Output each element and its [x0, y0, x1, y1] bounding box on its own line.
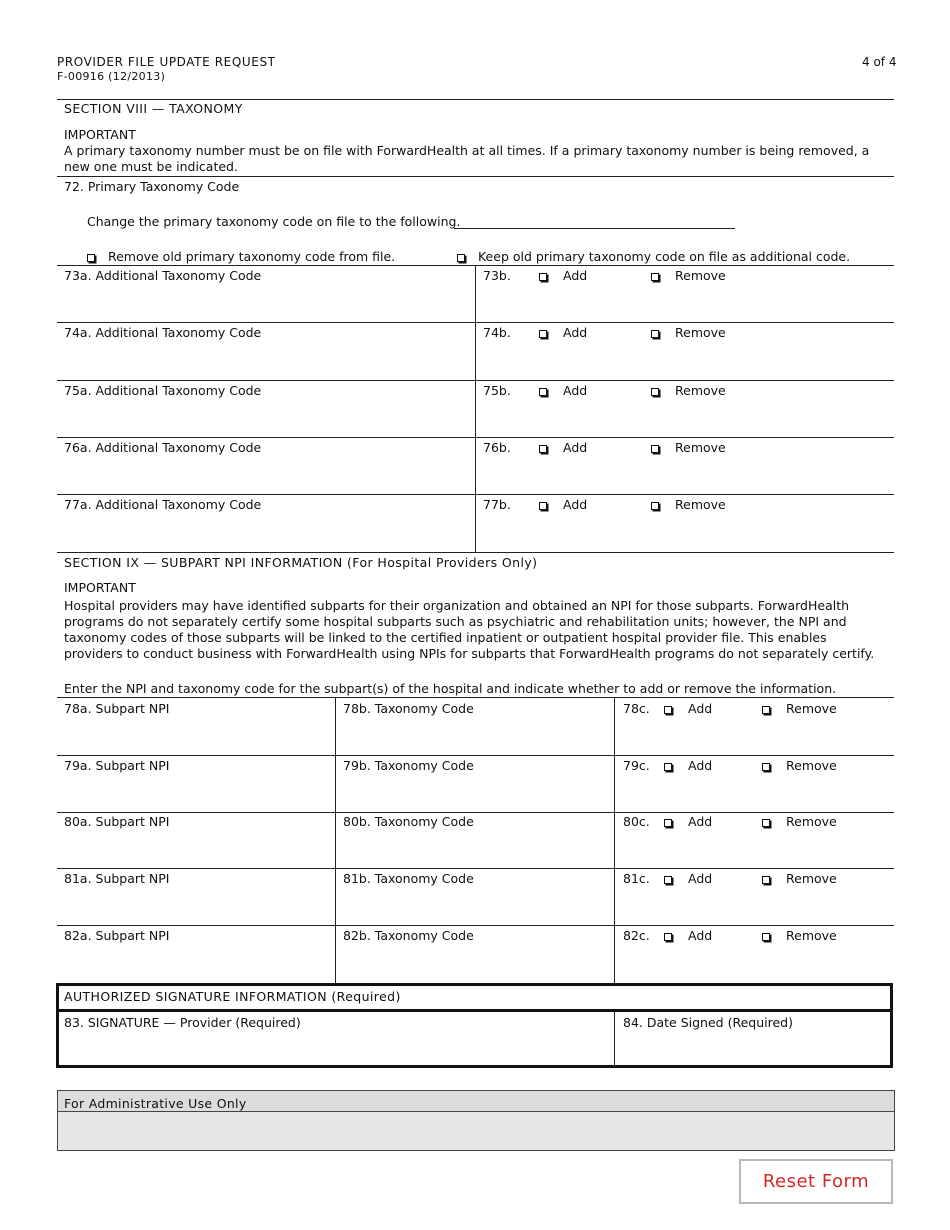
admin-field[interactable]: [57, 1112, 895, 1151]
field81b-label: 81b. Taxonomy Code: [343, 871, 474, 886]
admin-label: For Administrative Use Only: [64, 1096, 247, 1111]
keep-old-option[interactable]: Keep old primary taxonomy code on file as additional code.: [457, 249, 850, 264]
checkbox[interactable]: [762, 763, 770, 771]
field82c-label: 82c.: [623, 928, 650, 943]
add-option-82[interactable]: Add: [664, 928, 712, 943]
signature-title: AUTHORIZED SIGNATURE INFORMATION (Required): [64, 989, 401, 1004]
checkbox[interactable]: [762, 819, 770, 827]
field75a-label: 75a. Additional Taxonomy Code: [64, 383, 262, 398]
field78b-label: 78b. Taxonomy Code: [343, 701, 474, 716]
add-option-74[interactable]: Add: [539, 325, 587, 340]
divider: [57, 99, 894, 100]
checkbox[interactable]: [651, 273, 659, 281]
divider: [56, 1009, 893, 1012]
field79c-label: 79c.: [623, 758, 650, 773]
column-divider: [614, 1011, 615, 1066]
add-option-76[interactable]: Add: [539, 440, 587, 455]
checkbox[interactable]: [664, 876, 672, 884]
primary-taxonomy-field[interactable]: [454, 228, 735, 229]
checkbox[interactable]: [664, 706, 672, 714]
remove-option-76[interactable]: Remove: [651, 440, 726, 455]
section9-instruction: Enter the NPI and taxonomy code for the subpart(s) of the hospital and indicate whether to add or remove the information.: [64, 681, 837, 696]
page-number: 4 of 4: [862, 55, 897, 69]
checkbox[interactable]: [651, 502, 659, 510]
field75b-label: 75b.: [483, 383, 511, 398]
add-option-81[interactable]: Add: [664, 871, 712, 886]
field80c-label: 80c.: [623, 814, 650, 829]
remove-option-79[interactable]: Remove: [762, 758, 837, 773]
checkbox[interactable]: [664, 819, 672, 827]
remove-option-73[interactable]: Remove: [651, 268, 726, 283]
checkbox[interactable]: [539, 330, 547, 338]
checkbox[interactable]: [539, 388, 547, 396]
field76b-label: 76b.: [483, 440, 511, 455]
add-option-79[interactable]: Add: [664, 758, 712, 773]
remove-option-74[interactable]: Remove: [651, 325, 726, 340]
checkbox[interactable]: [539, 502, 547, 510]
checkbox[interactable]: [664, 933, 672, 941]
form-title: PROVIDER FILE UPDATE REQUEST: [57, 55, 276, 69]
field72-label: 72. Primary Taxonomy Code: [64, 179, 240, 194]
checkbox[interactable]: [651, 330, 659, 338]
remove-option-82[interactable]: Remove: [762, 928, 837, 943]
field82a-label: 82a. Subpart NPI: [64, 928, 170, 943]
field80a-label: 80a. Subpart NPI: [64, 814, 170, 829]
field81a-label: 81a. Subpart NPI: [64, 871, 170, 886]
field78a-label: 78a. Subpart NPI: [64, 701, 170, 716]
checkbox[interactable]: [762, 876, 770, 884]
divider: [57, 755, 894, 756]
field74a-label: 74a. Additional Taxonomy Code: [64, 325, 262, 340]
field76a-label: 76a. Additional Taxonomy Code: [64, 440, 262, 455]
field81c-label: 81c.: [623, 871, 650, 886]
divider: [57, 552, 894, 553]
field80b-label: 80b. Taxonomy Code: [343, 814, 474, 829]
checkbox[interactable]: [651, 445, 659, 453]
add-option-77[interactable]: Add: [539, 497, 587, 512]
date-signed-field[interactable]: 84. Date Signed (Required): [623, 1015, 793, 1030]
divider: [57, 925, 894, 926]
field74b-label: 74b.: [483, 325, 511, 340]
remove-option-75[interactable]: Remove: [651, 383, 726, 398]
remove-option-78[interactable]: Remove: [762, 701, 837, 716]
checkbox[interactable]: [87, 254, 95, 262]
divider: [57, 868, 894, 869]
field82b-label: 82b. Taxonomy Code: [343, 928, 474, 943]
checkbox[interactable]: [664, 763, 672, 771]
checkbox[interactable]: [539, 445, 547, 453]
checkbox[interactable]: [651, 388, 659, 396]
reset-form-button[interactable]: Reset Form: [739, 1159, 893, 1204]
remove-old-option[interactable]: Remove old primary taxonomy code from file.: [87, 249, 395, 264]
section9-title: SECTION IX — SUBPART NPI INFORMATION (For Hospital Providers Only): [64, 555, 538, 570]
field78c-label: 78c.: [623, 701, 650, 716]
field73a-label: 73a. Additional Taxonomy Code: [64, 268, 262, 283]
divider: [57, 812, 894, 813]
section8-important-text: A primary taxonomy number must be on file with ForwardHealth at all times. If a primary taxonomy number is being removed, a new one must be indicated.: [64, 143, 870, 174]
remove-option-81[interactable]: Remove: [762, 871, 837, 886]
section8-title: SECTION VIII — TAXONOMY: [64, 101, 243, 116]
column-divider: [335, 697, 336, 983]
checkbox[interactable]: [762, 933, 770, 941]
remove-option-77[interactable]: Remove: [651, 497, 726, 512]
signature-field[interactable]: 83. SIGNATURE — Provider (Required): [64, 1015, 301, 1030]
column-divider: [475, 265, 476, 552]
form-id: F-00916 (12/2013): [57, 70, 166, 83]
section9-important: IMPORTANT: [64, 580, 136, 595]
field73b-label: 73b.: [483, 268, 511, 283]
checkbox[interactable]: [539, 273, 547, 281]
checkbox[interactable]: [762, 706, 770, 714]
field77b-label: 77b.: [483, 497, 511, 512]
section9-important-text: Hospital providers may have identified subparts for their organization and obtained an NPI for those subparts. ForwardHealth programs do not separately certify some hospital subparts such as psychiatric and rehabilitation units; however, the NPI and taxonomy codes of those subparts will be linked to the certified inpatient or outpatient hospital provider file. This enables providers to conduct business with ForwardHealth using NPIs for subparts that ForwardHealth programs do not separately certify.: [64, 598, 875, 661]
remove-option-80[interactable]: Remove: [762, 814, 837, 829]
add-option-78[interactable]: Add: [664, 701, 712, 716]
divider: [57, 697, 894, 698]
checkbox[interactable]: [457, 254, 465, 262]
add-option-80[interactable]: Add: [664, 814, 712, 829]
add-option-75[interactable]: Add: [539, 383, 587, 398]
divider: [57, 176, 894, 177]
field79b-label: 79b. Taxonomy Code: [343, 758, 474, 773]
field77a-label: 77a. Additional Taxonomy Code: [64, 497, 262, 512]
add-option-73[interactable]: Add: [539, 268, 587, 283]
field79a-label: 79a. Subpart NPI: [64, 758, 170, 773]
change-primary-text: Change the primary taxonomy code on file to the following.: [87, 214, 461, 229]
section8-important: IMPORTANT: [64, 127, 136, 142]
column-divider: [614, 697, 615, 983]
